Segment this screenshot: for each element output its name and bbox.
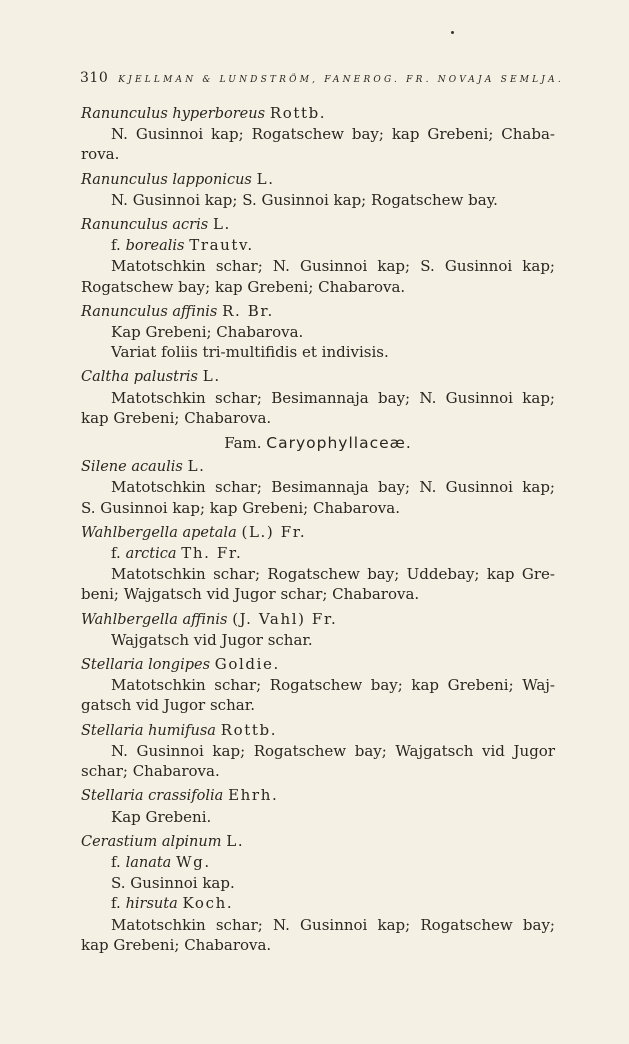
species-entry bbox=[81, 169, 555, 210]
species-name: Stellaria crassifolia bbox=[81, 788, 224, 805]
species-heading bbox=[81, 785, 555, 806]
form-label: f. bbox=[111, 894, 121, 913]
species-entry bbox=[81, 522, 555, 605]
species-name: Caltha palustris bbox=[81, 369, 198, 386]
species-entry bbox=[81, 654, 555, 716]
species-entry bbox=[81, 785, 555, 826]
family-prefix: Fam. bbox=[224, 434, 262, 453]
locality-line: Matotschkin schar; Besimannaja bay; N. Gusinnoi kap; bbox=[111, 388, 555, 407]
locality-line: schar; Chabarova. bbox=[81, 762, 220, 781]
locality-line: Matotschkin schar; Besimannaja bay; N. Gusinnoi kap; bbox=[111, 478, 555, 497]
locality-line: N. Gusinnoi kap; Rogatschew bay; Wajgatsch vid Jugor bbox=[111, 741, 555, 760]
species-author: Goldie. bbox=[214, 655, 280, 674]
form-label: f. bbox=[111, 544, 121, 563]
locality-line: N. Gusinnoi kap; S. Gusinnoi kap; Rogatschew bay. bbox=[111, 190, 498, 209]
locality-line: Matotschkin schar; N. Gusinnoi kap; S. Gusinnoi kap; bbox=[111, 257, 555, 276]
locality-line: Matotschkin schar; Rogatschew bay; kap Grebeni; Waj- bbox=[111, 676, 555, 695]
species-author: R. Br. bbox=[222, 301, 274, 320]
species-author: (L.) Fr. bbox=[241, 522, 307, 541]
species-entry bbox=[81, 301, 555, 363]
species-entry bbox=[81, 609, 555, 650]
species-name: Cerastium alpinum bbox=[81, 833, 222, 850]
form-name: hirsuta bbox=[125, 896, 178, 913]
species-name: Wahlbergella affinis bbox=[81, 611, 228, 628]
species-name: Stellaria longipes bbox=[81, 657, 211, 674]
species-entry bbox=[81, 456, 555, 518]
form-author: Th. Fr. bbox=[181, 544, 243, 563]
species-heading bbox=[81, 720, 555, 741]
locality-line: rova. bbox=[81, 145, 120, 164]
form-line bbox=[81, 852, 555, 873]
species-list bbox=[81, 103, 555, 959]
species-author: L. bbox=[212, 215, 231, 234]
form-label: f. bbox=[111, 236, 121, 255]
species-heading bbox=[81, 169, 555, 190]
locality-line: S. Gusinnoi kap. bbox=[111, 874, 235, 893]
species-entry bbox=[81, 214, 555, 297]
form-author: Trautv. bbox=[189, 236, 254, 255]
form-author: Koch. bbox=[182, 894, 234, 913]
species-name: Wahlbergella apetala bbox=[81, 524, 237, 541]
species-heading bbox=[81, 103, 555, 124]
locality-line: Kap Grebeni; Chabarova. bbox=[111, 323, 304, 342]
form-line bbox=[81, 235, 555, 256]
locality-line: N. Gusinnoi kap; Rogatschew bay; kap Grebeni; Chaba- bbox=[111, 125, 555, 144]
locality-line: kap Grebeni; Chabarova. bbox=[81, 408, 272, 427]
locality-line: Variat foliis tri-multifidis et indivisis. bbox=[111, 343, 389, 362]
form-name: lanata bbox=[125, 854, 172, 871]
locality-line: gatsch vid Jugor schar. bbox=[81, 696, 255, 715]
form-name: borealis bbox=[125, 238, 185, 255]
species-name: Ranunculus affinis bbox=[81, 303, 218, 320]
form-author: Wg. bbox=[176, 852, 211, 871]
species-author: L. bbox=[226, 831, 245, 850]
species-author: Rottb. bbox=[220, 720, 278, 739]
species-heading bbox=[81, 609, 555, 630]
locality-line: Matotschkin schar; N. Gusinnoi kap; Rogatschew bay; bbox=[111, 915, 555, 934]
locality-line: Rogatschew bay; kap Grebeni; Chabarova. bbox=[81, 277, 406, 296]
species-heading bbox=[81, 301, 555, 322]
species-heading bbox=[81, 366, 555, 387]
locality-line: Kap Grebeni. bbox=[111, 807, 212, 826]
species-heading bbox=[81, 654, 555, 675]
locality-line: Matotschkin schar; Rogatschew bay; Uddebay; kap Gre- bbox=[111, 565, 555, 584]
running-header bbox=[80, 70, 564, 86]
species-name: Stellaria humifusa bbox=[81, 722, 216, 739]
species-author: L. bbox=[187, 457, 206, 476]
species-entry bbox=[81, 366, 555, 428]
locality-line: kap Grebeni; Chabarova. bbox=[81, 935, 272, 954]
species-heading bbox=[81, 522, 555, 543]
species-author: Ehrh. bbox=[228, 786, 279, 805]
running-title: KJELLMAN & LUNDSTRÖM, FANEROG. FR. NOVAJA SEMLJA. bbox=[118, 75, 564, 85]
form-line bbox=[81, 893, 555, 914]
species-heading bbox=[81, 831, 555, 852]
form-line bbox=[81, 543, 555, 564]
form-name: arctica bbox=[125, 546, 177, 563]
species-author: L. bbox=[202, 367, 221, 386]
species-name: Ranunculus acris bbox=[81, 217, 209, 234]
species-entry bbox=[81, 831, 555, 955]
page-speck bbox=[451, 31, 454, 34]
family-name: Caryophyllaceæ. bbox=[266, 434, 412, 453]
locality-line: beni; Wajgatsch vid Jugor schar; Chabarova. bbox=[81, 585, 420, 604]
species-author: Rottb. bbox=[269, 104, 327, 122]
species-name: Ranunculus lapponicus bbox=[81, 171, 252, 188]
locality-line: Wajgatsch vid Jugor schar. bbox=[111, 630, 313, 649]
page-number: 310 bbox=[80, 70, 109, 86]
species-entry bbox=[81, 720, 555, 782]
species-author: (J. Vahl) Fr. bbox=[232, 609, 338, 628]
species-author: L. bbox=[256, 169, 275, 188]
species-name: Ranunculus hyperboreus bbox=[81, 106, 266, 122]
species-name: Silene acaulis bbox=[81, 459, 183, 476]
locality-line: S. Gusinnoi kap; kap Grebeni; Chabarova. bbox=[81, 498, 400, 517]
family-heading bbox=[81, 433, 555, 453]
species-heading bbox=[81, 214, 555, 235]
form-label: f. bbox=[111, 852, 121, 871]
species-heading bbox=[81, 456, 555, 477]
species-entry bbox=[81, 103, 555, 165]
